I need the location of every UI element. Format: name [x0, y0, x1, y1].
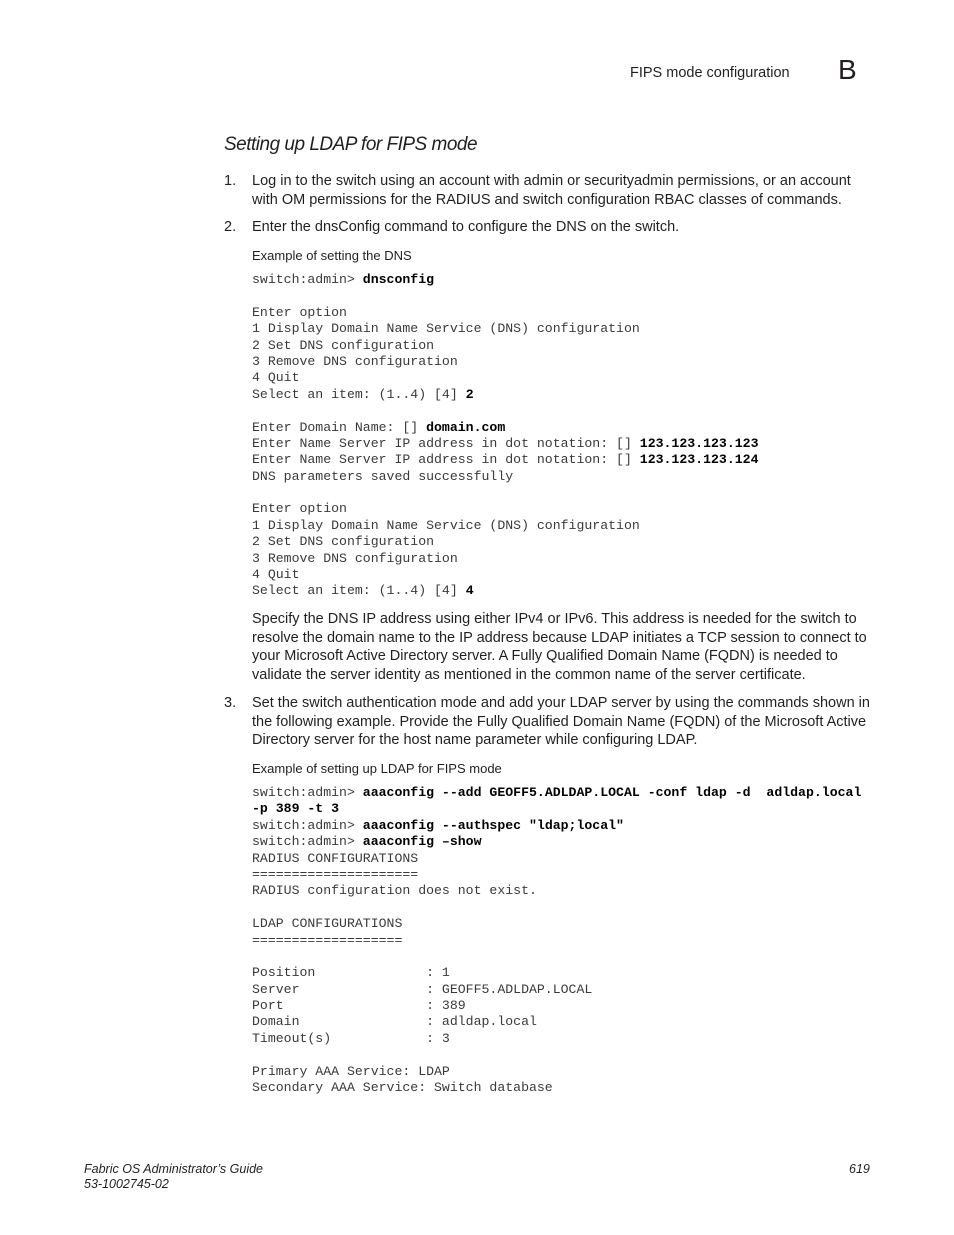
code-output: 3 Remove DNS configuration [252, 550, 458, 566]
code-line [252, 387, 759, 403]
code-output: Select an item: (1..4) [4] [252, 583, 466, 599]
code-output: 4 Quit [252, 567, 300, 583]
code-line [252, 1080, 861, 1096]
code-line [252, 354, 759, 370]
code-line [252, 785, 861, 801]
guide-title: Fabric OS Administrator’s Guide [84, 1162, 263, 1176]
code-output: switch:admin> [252, 272, 363, 287]
code-user-input: aaaconfig --authspec "ldap;local" [362, 817, 624, 833]
code-output: Port : 389 [252, 998, 466, 1014]
code-line [252, 965, 861, 981]
step-text: Set the switch authentication mode and add your LDAP server by using the commands shown in the following example. Provide the Fully Qualified Domain Name (FQDN) of the Microsoft Active Directory server for the host name parameter while configuring LDAP. [252, 695, 870, 749]
code-output: Timeout(s) : 3 [252, 1030, 450, 1046]
code-line [252, 469, 759, 485]
code-output: ===================== [252, 866, 419, 882]
code-line [252, 452, 759, 468]
example-caption-dns: Example of setting the DNS [252, 248, 412, 263]
code-output: 4 Quit [252, 370, 300, 386]
dns-paragraph: Specify the DNS IP address using either IPv4 or IPv6. This address is needed for the switch to resolve the domain name to the IP address because LDAP initiates a TCP session to connect to your Microsoft Active Directory server. A Fully Qualified Domain Name (FQDN) is needed to validate the server identity as mentioned in the common name of the server certificate. [252, 611, 867, 683]
code-line [252, 851, 861, 867]
code-line [252, 305, 759, 321]
code-line [252, 338, 759, 354]
code-output: =================== [252, 932, 403, 948]
code-output: Secondary AAA Service: Switch database [252, 1080, 553, 1096]
code-output: switch:admin> [252, 834, 363, 850]
command-name: dnsConfig [314, 219, 381, 235]
code-line [252, 818, 861, 834]
code-output: Position : 1 [252, 965, 450, 981]
section-title: Setting up LDAP for FIPS mode [224, 134, 478, 155]
code-line [252, 321, 759, 337]
code-output: Enter Domain Name: [] [252, 419, 427, 435]
code-line [252, 834, 861, 850]
appendix-letter: B [838, 54, 857, 85]
code-line [252, 370, 759, 386]
code-line [252, 583, 759, 599]
code-output: Enter Name Server IP address in dot notation: [] [252, 452, 640, 468]
code-output: 3 Remove DNS configuration [252, 353, 458, 369]
code-output: 1 Display Domain Name Service (DNS) configuration [252, 517, 640, 533]
code-output: switch:admin> [252, 785, 363, 800]
doc-number: 53-1002745-02 [84, 1177, 169, 1191]
code-user-input: 123.123.123.123 [639, 435, 759, 451]
code-line [252, 801, 861, 817]
step-text-before: Enter the [252, 219, 315, 235]
code-output: RADIUS CONFIGURATIONS [252, 850, 419, 866]
code-output: RADIUS configuration does not exist. [252, 883, 537, 899]
code-block-ldap [252, 785, 861, 1096]
code-user-input: 2 [465, 386, 474, 402]
header-section-title: FIPS mode configuration [630, 65, 790, 81]
code-output: Enter option [252, 501, 347, 517]
code-user-input: dnsconfig [362, 272, 435, 287]
step-text: Log in to the switch using an account with admin or securityadmin permissions, or an account with OM permissions for the RADIUS and switch configuration RBAC classes of commands. [252, 173, 851, 208]
code-user-input: aaaconfig --add GEOFF5.ADLDAP.LOCAL -conf ldap -d adldap.local [362, 785, 862, 800]
step-text-after: command to configure the DNS on the switch. [380, 219, 680, 235]
code-output: LDAP CONFIGURATIONS [252, 916, 403, 932]
step-number: 2. [224, 219, 237, 235]
step-text [252, 218, 872, 237]
code-line [252, 518, 759, 534]
code-line [252, 485, 759, 501]
code-output: Select an item: (1..4) [4] [252, 386, 466, 402]
step-number: 3. [224, 695, 237, 711]
code-line [252, 1047, 861, 1063]
code-line [252, 1014, 861, 1030]
code-output: Enter option [252, 304, 347, 320]
code-user-input: 4 [465, 583, 474, 599]
code-line [252, 436, 759, 452]
page-number: 619 [849, 1162, 870, 1176]
code-output: Primary AAA Service: LDAP [252, 1063, 450, 1079]
code-line [252, 998, 861, 1014]
code-line [252, 567, 759, 583]
code-line [252, 534, 759, 550]
code-line [252, 420, 759, 436]
footer-left [84, 1162, 263, 1192]
step-number: 1. [224, 173, 237, 189]
code-user-input: 123.123.123.124 [639, 452, 759, 468]
code-line [252, 949, 861, 965]
code-line [252, 916, 861, 932]
code-output: 1 Display Domain Name Service (DNS) configuration [252, 321, 640, 337]
code-line [252, 272, 759, 288]
code-output: Server : GEOFF5.ADLDAP.LOCAL [252, 981, 593, 997]
code-user-input: -p 389 -t 3 [252, 801, 340, 817]
code-line [252, 551, 759, 567]
code-user-input: aaaconfig –show [362, 834, 482, 850]
code-line [252, 501, 759, 517]
code-line [252, 1064, 861, 1080]
code-line [252, 288, 759, 304]
code-block-dns [252, 272, 759, 600]
code-output: DNS parameters saved successfully [252, 468, 514, 484]
code-line [252, 883, 861, 899]
code-line [252, 1031, 861, 1047]
code-line [252, 933, 861, 949]
code-user-input: domain.com [426, 419, 506, 435]
code-output: Domain : adldap.local [252, 1014, 537, 1030]
example-caption-ldap: Example of setting up LDAP for FIPS mode [252, 761, 502, 776]
code-line [252, 403, 759, 419]
code-output: Enter Name Server IP address in dot notation: [] [252, 435, 640, 451]
code-line [252, 867, 861, 883]
code-line [252, 982, 861, 998]
code-line [252, 900, 861, 916]
code-output: switch:admin> [252, 817, 363, 833]
code-output: 2 Set DNS configuration [252, 337, 435, 353]
code-output: 2 Set DNS configuration [252, 534, 435, 550]
